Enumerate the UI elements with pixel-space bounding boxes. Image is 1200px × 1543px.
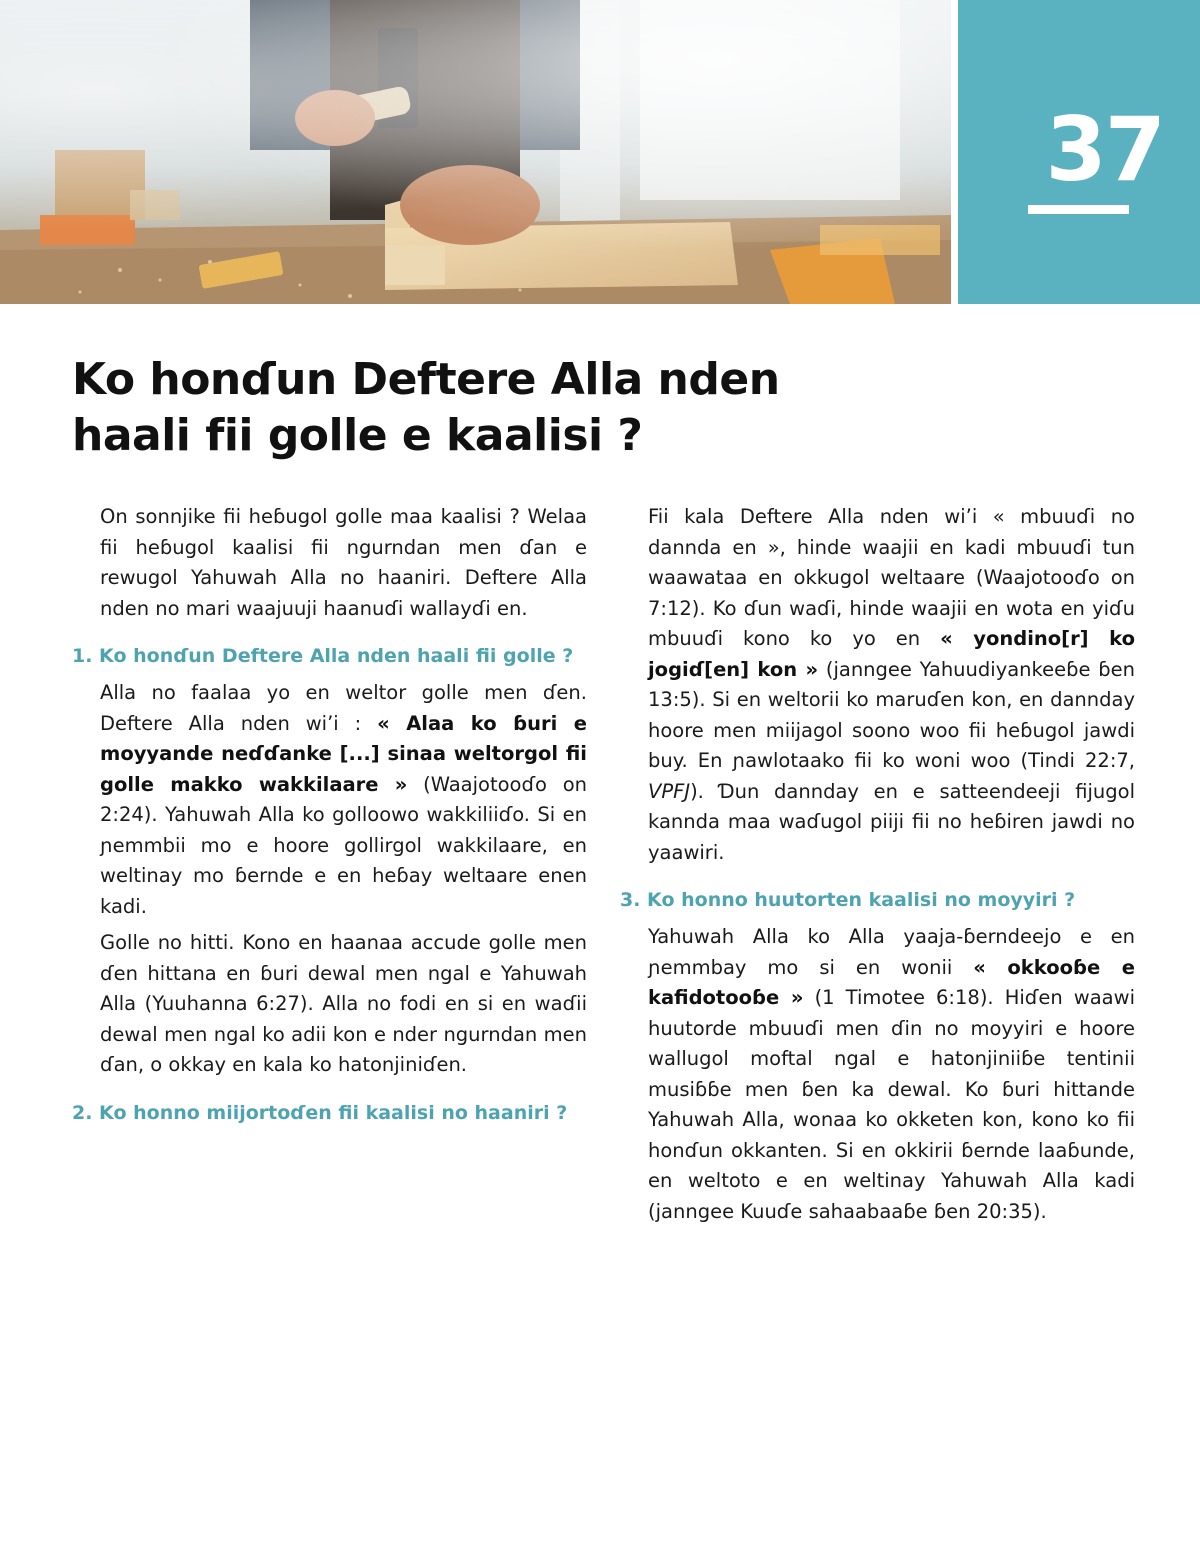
s1-text-b: (Waajotooɗo on 2:24). Yahuwah Alla ko golloowo wakkiliiɗo. Si en ɲemmbii mo e hoore gollirgol wakkilaare, en weltinay mo ɓernde e en heɓay weltaare enen kadi. xyxy=(100,772,587,918)
intro-paragraph: On sonnjike fii heɓugol golle maa kaalisi ? Welaa fii heɓugol kaalisi fii ngurndan men ɗan e rewugol Yahuwah Alla no haaniri. Deftere Alla nden no mari waajuuji haanuɗi wallayɗi en. xyxy=(100,505,587,620)
header-photo xyxy=(0,0,951,304)
section-1-paragraph-1 xyxy=(72,678,587,922)
section-2-paragraph-1 xyxy=(620,502,1135,868)
section-2-heading: 2. Ko honno miijortoɗen fii kaalisi no haaniri ? xyxy=(72,1101,568,1124)
left-column xyxy=(72,502,587,1135)
page-title xyxy=(72,352,852,464)
s3-text-b: (1 Timotee 6:18). Hiɗen waawi huutorde mbuuɗi men ɗin no moyyiri e hoore wallugol moftal ngal e hatonjiniiɓe tentinii musiɓɓe men ɓen ka dewal. Ko ɓuri hittande Yahuwah Alla, wonaa ko okketen kon, kono ko fii honɗun okkanten. Si en okkirii ɓernde laaɓunde, en weltoto e en weltinay Yahuwah Alla kadi (janngee Kuuɗe sahaabaaɓe ɓen 20:35). xyxy=(648,986,1135,1223)
s3-scripture-quote: « okkooɓe e kafidotooɓe » xyxy=(648,955,1135,1009)
header-banner xyxy=(0,0,1200,304)
section-1-paragraph-2: Golle no hitti. Kono en haanaa accude golle men ɗen hittana en ɓuri dewal men ngal e Yahuwah Alla (Yuuhanna 6:27). Alla no fodi en si en waɗii dewal men ngal ko adii kon e nder ngurndan men ɗan, o okkay en kala ko hatonjiniɗen. xyxy=(100,931,587,1076)
s1-scripture-quote: « Alaa ko ɓuri e moyyande neɗɗanke [...] sinaa weltorgol fii golle makko wakkilaare » xyxy=(100,711,587,796)
right-column xyxy=(620,502,1135,1227)
section-3-paragraph-1 xyxy=(620,922,1135,1227)
chapter-number: 37 xyxy=(1045,98,1164,201)
photo-light-overlay xyxy=(0,0,951,304)
chapter-badge xyxy=(958,0,1200,304)
section-1-heading: 1. Ko honɗun Deftere Alla nden haali fii golle ? xyxy=(72,645,574,667)
s3-text-a: Yahuwah Alla ko Alla yaaja-ɓerndeejo e en ɲemmbay mo si en wonii xyxy=(648,925,1135,979)
section-3-heading: 3. Ko honno huutorten kaalisi no moyyiri ? xyxy=(620,889,1076,911)
chapter-underline xyxy=(1028,205,1129,214)
s2-text-a: Fii kala Deftere Alla nden wi’i « mbuuɗi no dannda en », hinde waajii en kadi mbuuɗi tun waawataa en okkugol weltaare (Waajotooɗo on 7:12). Ko ɗun waɗi, hinde waajii en wota en yiɗu mbuuɗi kono ko yo en xyxy=(648,505,1135,650)
title-line-2: haali fii golle e kaalisi ? xyxy=(72,410,643,461)
title-line-1: Ko honɗun Deftere Alla nden xyxy=(72,354,780,405)
s2-bible-version: VPFJ xyxy=(648,779,691,803)
s2-scripture-quote: « yondino[r] ko jogiɗ[en] kon » xyxy=(648,627,1135,681)
s1-text-a: Alla no faalaa yo en weltor golle men ɗen. Deftere Alla nden wi’i : xyxy=(100,681,587,735)
s2-text-c: ). Ɗun dannday en e satteendeeji fijugol kannda maa waɗugol piiji fii no heɓiren jawdi no yaawiri. xyxy=(648,779,1135,864)
s2-text-b: (janngee Yahuudiyankeeɓe ɓen 13:5). Si en weltorii ko maruɗen kon, en dannday hoore men miijagol soono woo fii heɓugol jawdi buy. En ɲawlotaako fii ko woni woo (Tindi 22:7, xyxy=(648,657,1135,772)
